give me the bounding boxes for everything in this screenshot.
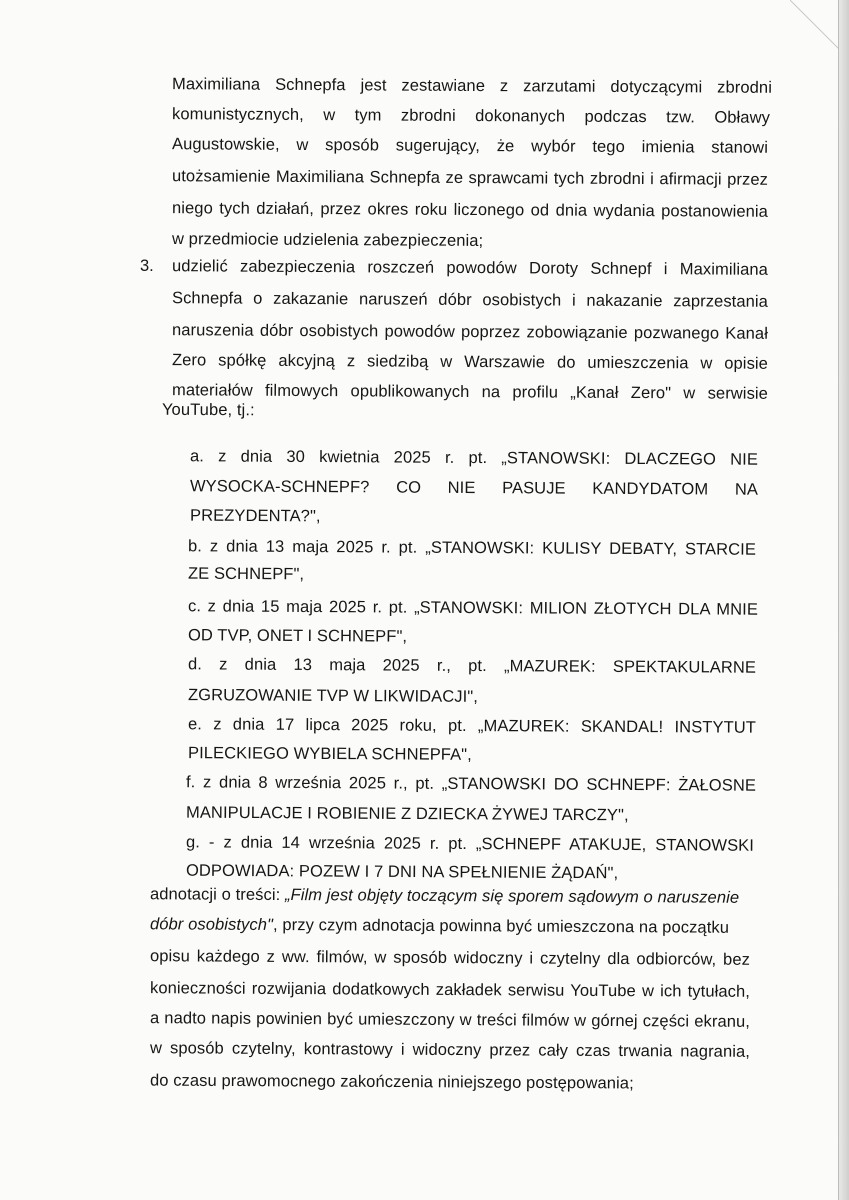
film-item-line: c. z dnia 15 maja 2025 r. pt. „STANOWSKI: MILION ZŁOTYCH DLA MNIE xyxy=(187,597,759,619)
film-item-line: e. z dnia 17 lipca 2025 roku, pt. „MAZUREK: SKANDAL! INSTYTUT xyxy=(187,715,757,737)
annotation-line: w sposób czytelny, kontrastowy i widoczny przez cały czas trwania nagrania, xyxy=(149,1039,751,1061)
film-item-line: f. z dnia 8 września 2025 r., pt. „STANOWSKI DO SCHNEPF: ŻAŁOSNE xyxy=(185,773,757,795)
annotation-line: do czasu prawomocnego zakończenia niniejszego postępowania; xyxy=(149,1071,634,1093)
paragraph-line: Zero spółkę akcyjną z siedzibą w Warszawie do umieszczenia w opisie xyxy=(171,351,769,373)
annotation-line: konieczności rozwijania dodatkowych zakładek serwisu YouTube w ich tytułach, xyxy=(149,979,751,1001)
paragraph-line: naruszenia dóbr osobistych powodów poprzez zobowiązanie pozwanego Kanał xyxy=(171,321,769,343)
paragraph-line: utożsamienie Maximiliana Schnepfa ze sprawcami tych zbrodni i afirmacji przez xyxy=(171,167,769,189)
paragraph-line: udzielić zabezpieczenia roszczeń powodów Doroty Schnepf i Maximiliana xyxy=(171,257,769,279)
film-item-line: PREZYDENTA?", xyxy=(189,506,321,526)
page-edge xyxy=(838,0,849,1200)
annotation-prefix: adnotacji o treści: xyxy=(149,885,286,905)
film-item-line: g. - z dnia 14 września 2025 r. pt. „SCHNEPF ATAKUJE, STANOWSKI xyxy=(185,833,755,855)
paragraph-line: Schnepfa o zakazanie naruszeń dóbr osobistych i nakazanie zaprzestania xyxy=(171,289,769,311)
film-item-line: ODPOWIADA: POZEW I 7 DNI NA SPEŁNIENIE ŻĄDAŃ", xyxy=(185,861,619,883)
film-item-line: PILECKIEGO WYBIELA SCHNEPFA", xyxy=(187,744,472,764)
annotation-line xyxy=(150,914,729,938)
annotation-line: a nadto napis powinien być umieszczony w treści filmów w górnej części ekranu, xyxy=(149,1009,751,1031)
paragraph-line: niego tych działań, przez okres roku liczonego od dnia wydania postanowienia xyxy=(171,199,769,221)
paragraph-line: w przedmiocie udzielenia zabezpieczenia; xyxy=(171,230,484,250)
film-item-line: OD TVP, ONET I SCHNEPF", xyxy=(187,626,408,646)
annotation-quote-end: dóbr osobistych" xyxy=(149,915,274,934)
annotation-line: opisu każdego z ww. filmów, w sposób widoczny i czytelny dla odbiorców, bez xyxy=(149,947,751,969)
annotation-line xyxy=(150,884,739,908)
paragraph-line: materiałów filmowych opublikowanych na profilu „Kanał Zero" w serwisie xyxy=(171,381,769,403)
annotation-quote: „Film jest objęty toczącym się sporem sądowym o naruszenie xyxy=(284,886,740,907)
paragraph-line: Maximiliana Schnepfa jest zestawiane z zarzutami dotyczącymi zbrodni xyxy=(171,75,773,97)
list-number: 3. xyxy=(140,257,154,275)
film-item-line: d. z dnia 13 maja 2025 r., pt. „MAZUREK: SPEKTAKULARNE xyxy=(187,655,757,677)
film-item-line: a. z dnia 30 kwietnia 2025 r. pt. „STANOWSKI: DLACZEGO NIE xyxy=(189,447,759,469)
film-item-line: MANIPULACJE I ROBIENIE Z DZIECKA ŻYWEJ TARCZY", xyxy=(185,803,629,825)
paragraph-line: YouTube, tj.: xyxy=(161,400,255,420)
paragraph-line: Augustowskie, w sposób sugerujący, że wybór tego imienia stanowi xyxy=(171,135,769,157)
film-item-line: ZE SCHNEPF", xyxy=(187,564,305,584)
film-item-line: b. z dnia 13 maja 2025 r. pt. „STANOWSKI: KULISY DEBATY, STARCIE xyxy=(187,537,757,559)
paragraph-line: komunistycznych, w tym zbrodni dokonanych podczas tzw. Obławy xyxy=(171,105,771,127)
film-item-line: WYSOCKA-SCHNEPF? CO NIE PASUJE KANDYDATOM NA xyxy=(189,477,759,499)
annotation-rest: , przy czym adnotacja powinna być umieszczona na początku xyxy=(272,915,730,937)
film-item-line: ZGRUZOWANIE TVP W LIKWIDACJI", xyxy=(187,686,479,706)
